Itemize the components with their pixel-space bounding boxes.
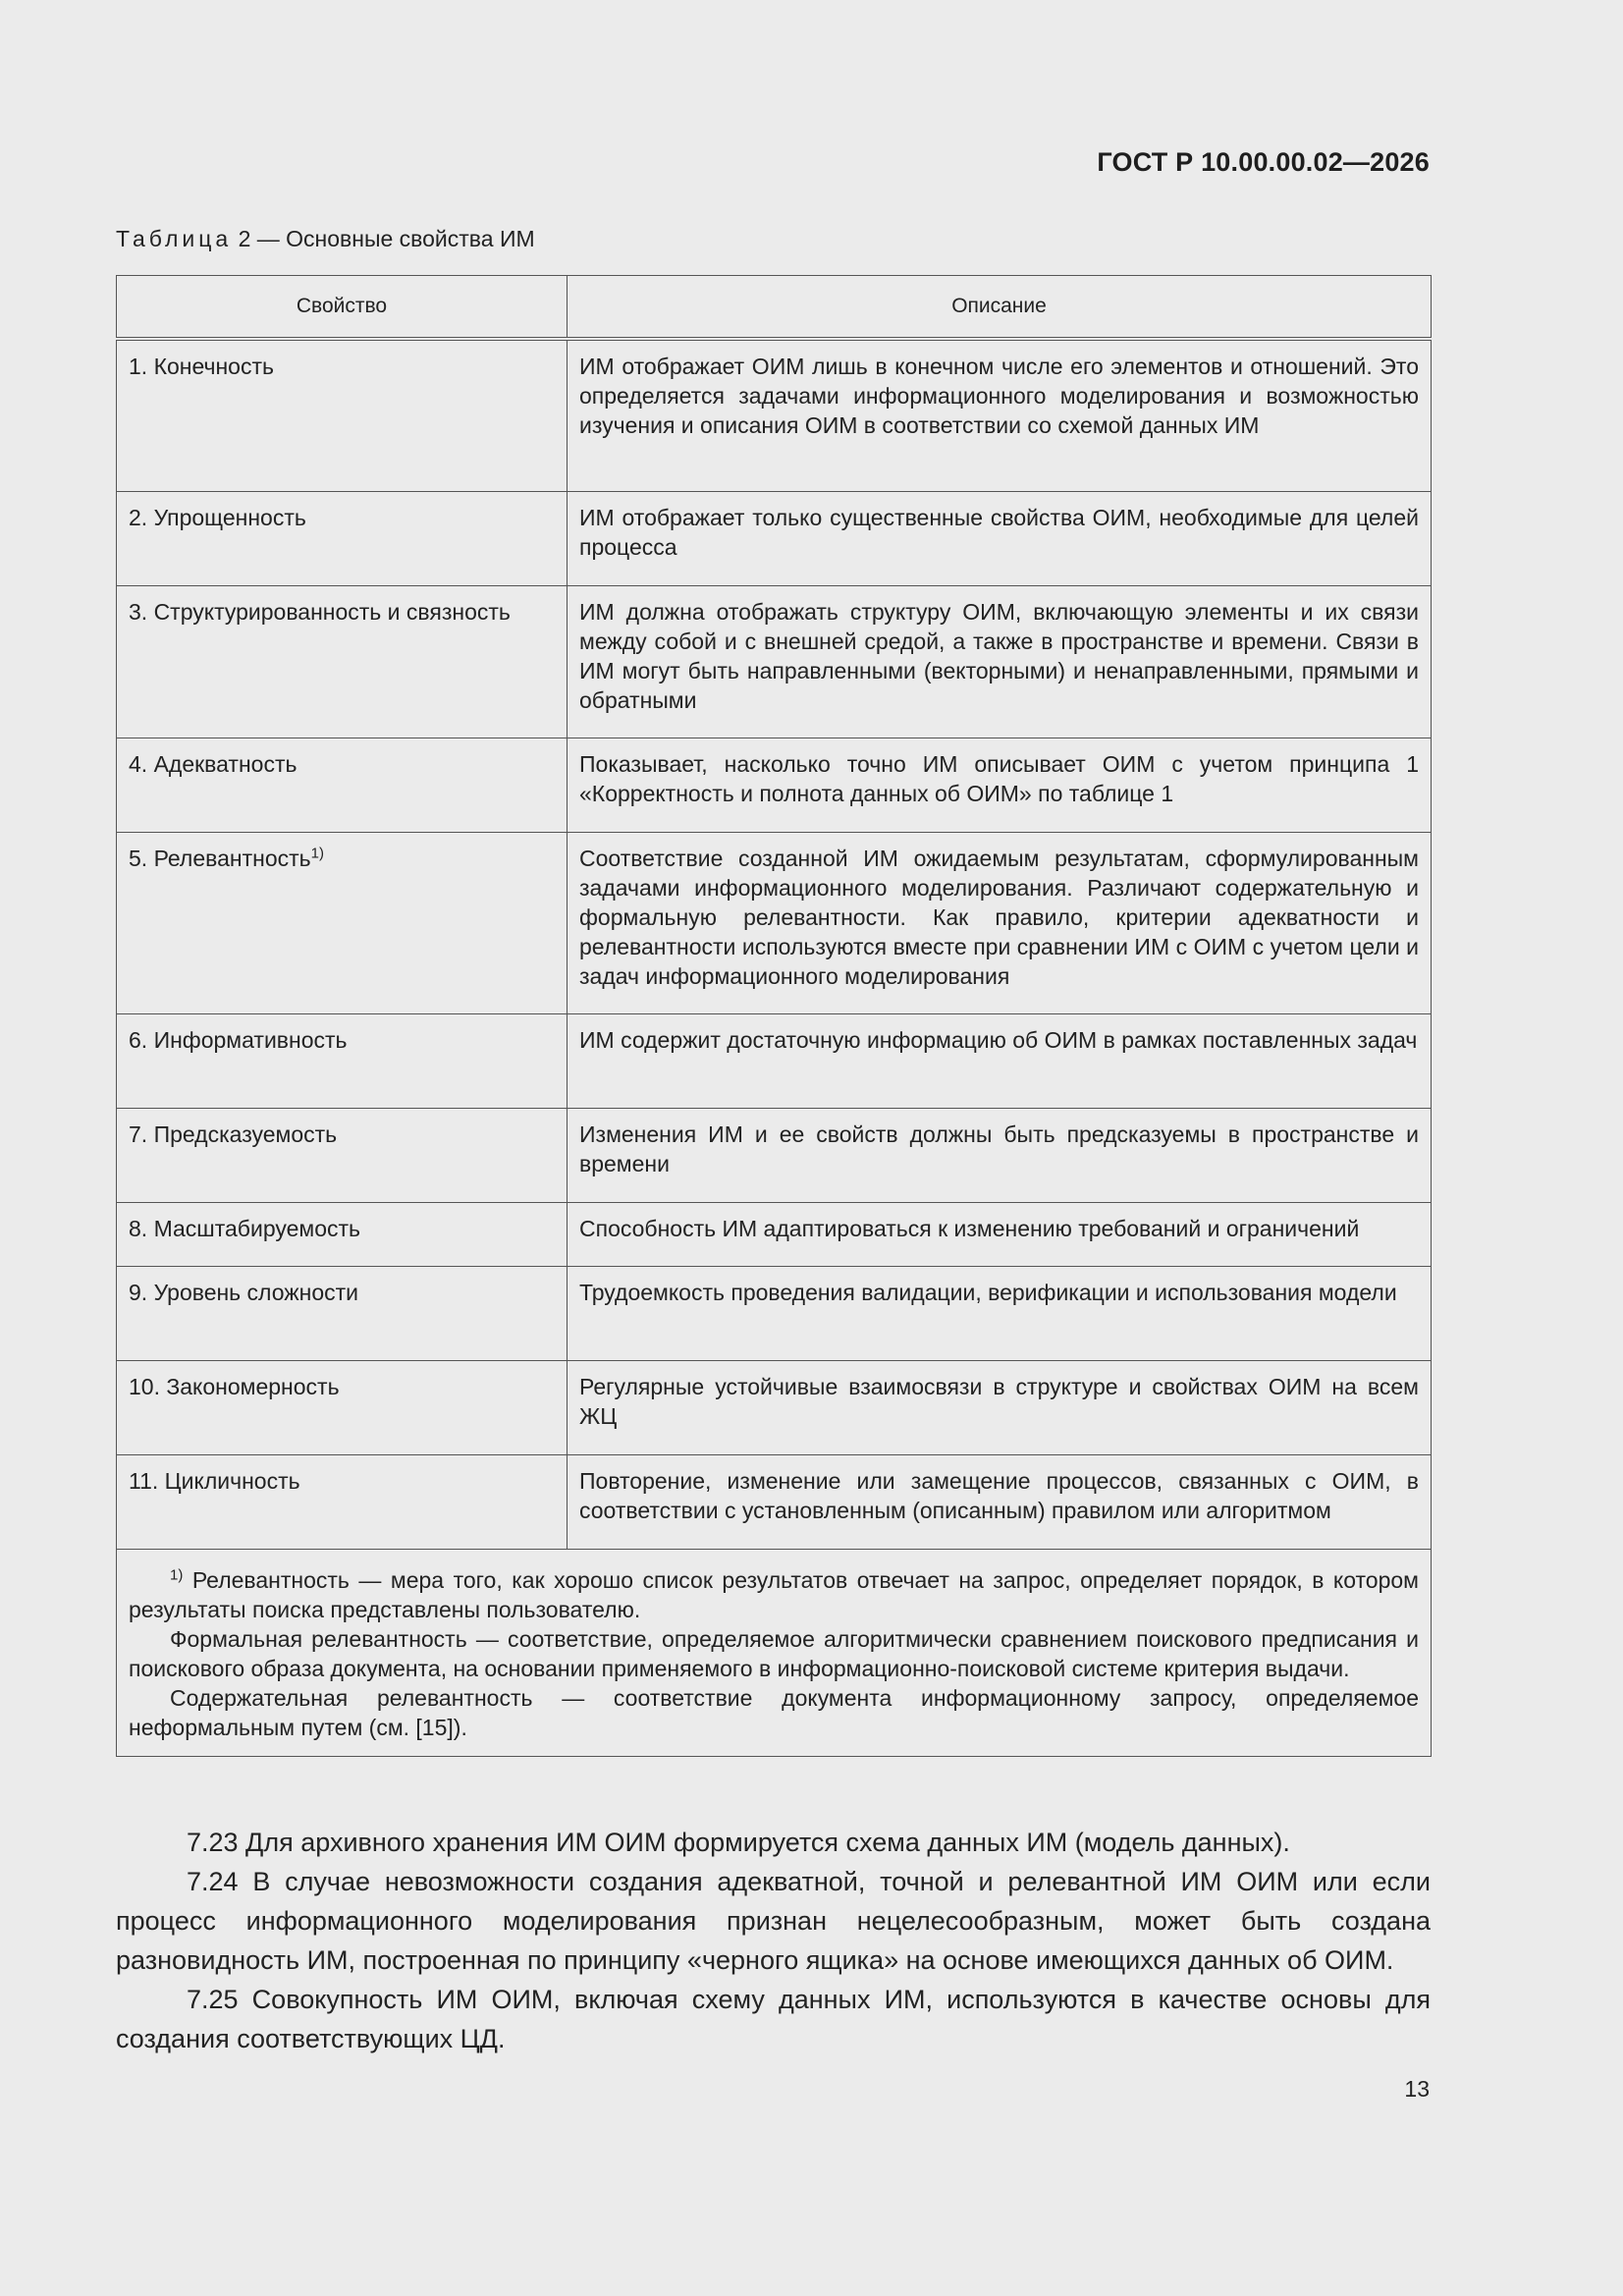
table-row bbox=[117, 1202, 1432, 1266]
description-cell: Показывает, насколько точно ИМ описывает ОИМ с учетом принципа 1 «Корректность и полнота данных об ОИМ» по таблице 1 bbox=[568, 738, 1432, 832]
description-cell: Изменения ИМ и ее свойств должны быть предсказуемы в пространстве и времени bbox=[568, 1108, 1432, 1202]
properties-table bbox=[116, 275, 1432, 1757]
table-header-row bbox=[117, 276, 1432, 340]
property-cell: 8. Масштабируемость bbox=[117, 1202, 568, 1266]
property-cell bbox=[117, 832, 568, 1013]
description-cell: ИМ содержит достаточную информацию об ОИМ в рамках поставленных задач bbox=[568, 1013, 1432, 1108]
description-cell: Повторение, изменение или замещение процессов, связанных с ОИМ, в соответствии с установленным (описанным) правилом или алгоритмом bbox=[568, 1454, 1432, 1549]
table-row bbox=[117, 832, 1432, 1013]
property-cell: 6. Информативность bbox=[117, 1013, 568, 1108]
table-footnote bbox=[117, 1549, 1432, 1756]
table-row bbox=[117, 1013, 1432, 1108]
body-text bbox=[116, 1823, 1431, 2058]
property-cell: 7. Предсказуемость bbox=[117, 1108, 568, 1202]
table-row bbox=[117, 491, 1432, 585]
table-row bbox=[117, 585, 1432, 738]
property-cell: 2. Упрощенность bbox=[117, 491, 568, 585]
paragraph-7-23: 7.23 Для архивного хранения ИМ ОИМ формируется схема данных ИМ (модель данных). bbox=[187, 1828, 1290, 1857]
footnote-marker: 1) bbox=[170, 1565, 184, 1583]
table-row bbox=[117, 1266, 1432, 1360]
description-cell: Трудоемкость проведения валидации, верификации и использования модели bbox=[568, 1266, 1432, 1360]
table-row bbox=[117, 1108, 1432, 1202]
description-cell: ИМ должна отображать структуру ОИМ, включающую элементы и их связи между собой и с внешней средой, а также в пространстве и времени. Связи в ИМ могут быть направленными (векторными) и ненаправленными, прямыми и обратными bbox=[568, 585, 1432, 738]
paragraph-7-24: 7.24 В случае невозможности создания адекватной, точной и релевантной ИМ ОИМ или если процесс информационного моделирования признан нецелесообразным, может быть создана разновидность ИМ, построенная по принципу «черного ящика» на основе имеющихся данных об ОИМ. bbox=[116, 1867, 1431, 1975]
table-row bbox=[117, 1360, 1432, 1454]
column-header-description: Описание bbox=[568, 276, 1432, 340]
document-header: ГОСТ Р 10.00.00.02—2026 bbox=[1097, 147, 1430, 177]
description-cell: Регулярные устойчивые взаимосвязи в структуре и свойствах ОИМ на всем ЖЦ bbox=[568, 1360, 1432, 1454]
property-cell: 4. Адекватность bbox=[117, 738, 568, 832]
description-cell: Способность ИМ адаптироваться к изменению требований и ограничений bbox=[568, 1202, 1432, 1266]
property-cell: 9. Уровень сложности bbox=[117, 1266, 568, 1360]
property-label: 5. Релевантность bbox=[129, 845, 311, 871]
table-row bbox=[117, 1454, 1432, 1549]
description-cell: ИМ отображает только существенные свойства ОИМ, необходимые для целей процесса bbox=[568, 491, 1432, 585]
column-header-property: Свойство bbox=[117, 276, 568, 340]
property-cell: 10. Закономерность bbox=[117, 1360, 568, 1454]
footnote-paragraph: $^{1)}$ Релевантность — мера того, как хорошо список результатов отвечает на запрос, определяет порядок, в котором результаты поиска представлены пользователю. bbox=[129, 1565, 1419, 1622]
footnote-paragraph: Содержательная релевантность — соответствие документа информационному запросу, определяемое неформальным путем (см. [15]). bbox=[129, 1684, 1419, 1740]
table-caption-title: 2 — Основные свойства ИМ bbox=[232, 226, 535, 251]
footnote-paragraph: Формальная релевантность — соответствие, определяемое алгоритмически сравнением поискового предписания и поискового образа документа, на основании применяемого в информационно-поисковой системе критерия выдачи. bbox=[129, 1625, 1419, 1681]
table-caption bbox=[116, 226, 535, 252]
table-row bbox=[117, 339, 1432, 491]
page-number: 13 bbox=[1404, 2076, 1430, 2102]
table-row bbox=[117, 738, 1432, 832]
table-footnote-row bbox=[117, 1549, 1432, 1756]
paragraph-7-25: 7.25 Совокупность ИМ ОИМ, включая схему данных ИМ, используются в качестве основы для создания соответствующих ЦД. bbox=[116, 1985, 1431, 2053]
table-caption-word: Таблица bbox=[116, 226, 233, 251]
property-cell: 1. Конечность bbox=[117, 339, 568, 491]
description-cell: Соответствие созданной ИМ ожидаемым результатам, сформулированным задачами информационного моделирования. Различают содержательную и формальную релевантности. Как правило, критерии адекватности и релевантности используются вместе при сравнении ИМ с ОИМ с учетом цели и задач информационного моделирования bbox=[568, 832, 1432, 1013]
footnote-marker: 1) bbox=[310, 844, 324, 861]
property-cell: 11. Цикличность bbox=[117, 1454, 568, 1549]
description-cell: ИМ отображает ОИМ лишь в конечном числе его элементов и отношений. Это определяется задачами информационного моделирования и возможностью изучения и описания ОИМ в соответствии со схемой данных ИМ bbox=[568, 339, 1432, 491]
property-cell: 3. Структурированность и связность bbox=[117, 585, 568, 738]
